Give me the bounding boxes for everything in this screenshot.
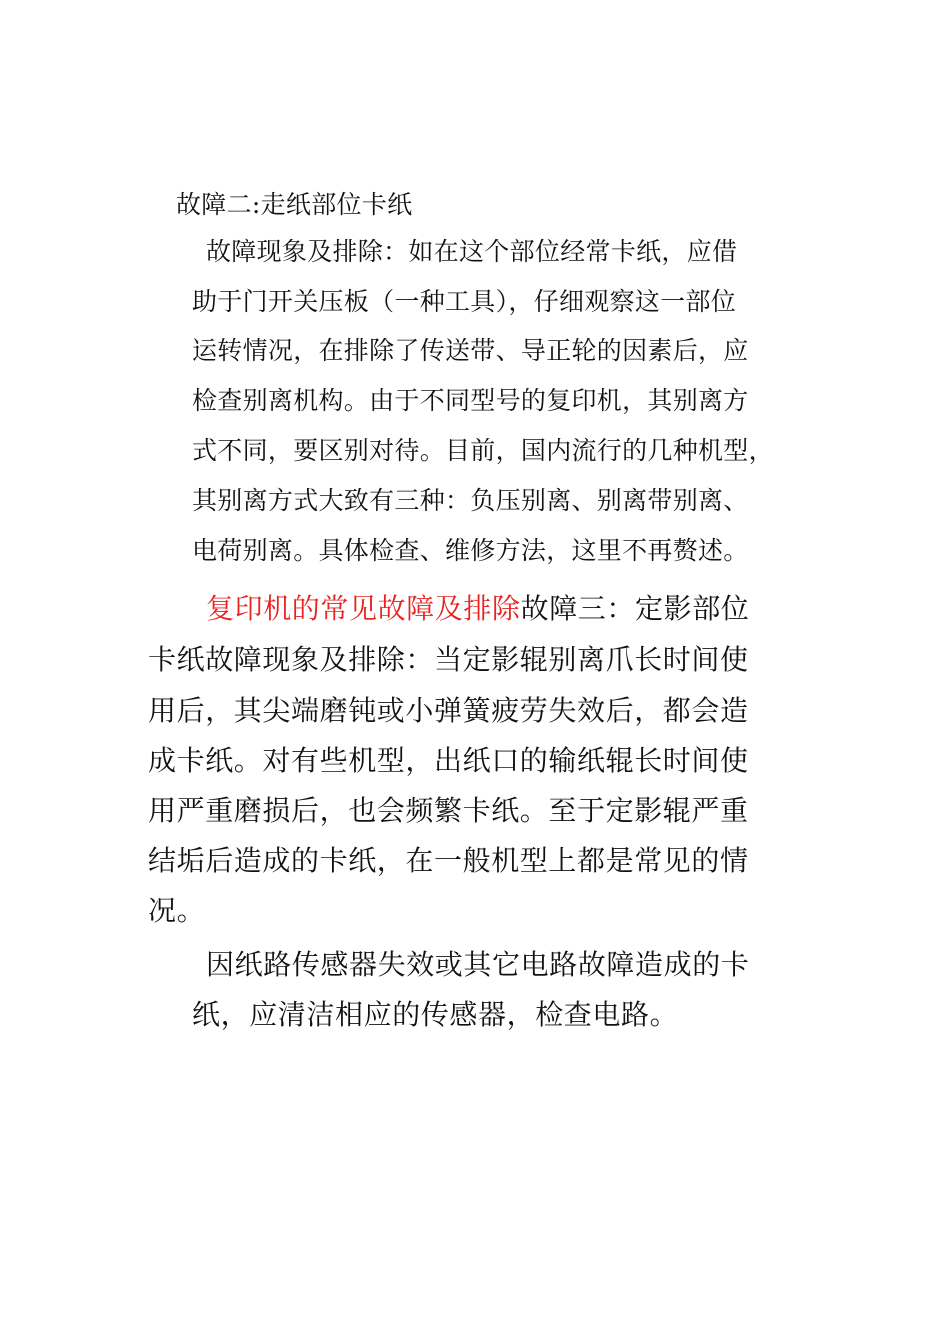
section3-first-line xyxy=(206,592,750,625)
paragraph-line: 电荷别离。具体检查、维修方法，这里不再赘述。 xyxy=(192,536,749,565)
paragraph-line: 检查别离机构。由于不同型号的复印机，其别离方 xyxy=(192,386,749,415)
paragraph-line: 成卡纸。对有些机型，出纸口的输纸辊长时间使 xyxy=(148,744,749,777)
paragraph-line: 纸，应清洁相应的传感器，检查电路。 xyxy=(192,998,679,1031)
paragraph-line: 运转情况，在排除了传送带、导正轮的因素后，应 xyxy=(192,336,749,365)
section-heading: 故障二:走纸部位卡纸 xyxy=(176,190,413,219)
article-title-link[interactable]: 复印机的常见故障及排除 xyxy=(206,592,521,625)
paragraph-line: 因纸路传感器失效或其它电路故障造成的卡 xyxy=(206,948,750,981)
paragraph-line: 用严重磨损后，也会频繁卡纸。至于定影辊严重 xyxy=(148,794,749,827)
paragraph-line: 用后，其尖端磨钝或小弹簧疲劳失效后，都会造 xyxy=(148,694,749,727)
paragraph-line: 结垢后造成的卡纸，在一般机型上都是常见的情 xyxy=(148,844,749,877)
paragraph-line: 助于门开关压板（一种工具），仔细观察这一部位 xyxy=(192,287,737,316)
paragraph-line: 故障现象及排除：如在这个部位经常卡纸，应借 xyxy=(206,237,738,266)
paragraph-line: 况。 xyxy=(148,894,206,927)
paragraph-line: 式不同，要区别对待。目前，国内流行的几种机型， xyxy=(192,436,774,465)
paragraph-line: 卡纸故障现象及排除：当定影辊别离爪长时间使 xyxy=(148,643,749,676)
paragraph-line: 其别离方式大致有三种：负压别离、别离带别离、 xyxy=(192,486,749,515)
section3-heading-text: 故障三：定影部位 xyxy=(520,592,750,625)
